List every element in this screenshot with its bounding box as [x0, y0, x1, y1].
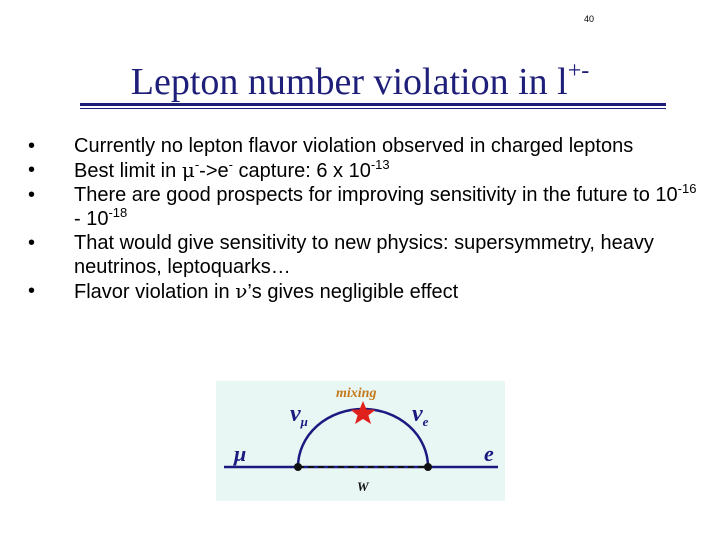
bullet-item — [28, 134, 708, 158]
exponent: -18 — [108, 205, 128, 220]
bullet-item — [28, 279, 708, 304]
feynman-diagram — [216, 381, 505, 501]
vertex-left — [294, 463, 302, 471]
exponent: -13 — [370, 157, 390, 172]
slide-title-superscript: +- — [567, 58, 590, 84]
mu-symbol: μ — [181, 158, 195, 182]
w-boson-label: W — [357, 479, 369, 494]
title-underline-thick — [80, 103, 666, 106]
bullet-item — [28, 158, 708, 183]
nu-symbol: ν — [235, 279, 248, 303]
bullet-item — [28, 231, 708, 279]
bullet-text: Best limit in — [74, 160, 182, 182]
mixing-star-icon — [351, 401, 376, 424]
title-underline-thin — [80, 108, 666, 109]
nu-mu-label: $\nu_\mu$ — [290, 401, 308, 429]
slide-title-text: Lepton number violation in l — [130, 61, 568, 103]
page-number: 40 — [584, 14, 595, 24]
nu-e-label: $\nu_e$ — [412, 401, 429, 429]
bullet-text: capture: 6 x 10 — [232, 160, 371, 182]
bullet-text: That would give sensitivity to new physics: supersymmetry, heavy neutrinos, leptoquarks… — [74, 232, 654, 278]
bullet-text: - 10 — [74, 208, 109, 230]
bullet-text: ’s gives negligible effect — [247, 281, 459, 303]
exponent: -16 — [677, 181, 697, 196]
slide-title — [0, 58, 720, 106]
bullet-text: Currently no lepton flavor violation observed in charged leptons — [74, 135, 634, 157]
bullet-item — [28, 183, 708, 231]
superscript: - — [228, 157, 233, 172]
feynman-diagram-svg — [216, 381, 505, 501]
bullet-list — [28, 134, 708, 304]
bullet-text: Flavor violation in — [74, 281, 236, 303]
muon-label: μ — [234, 441, 247, 466]
bullet-text: ->e — [199, 160, 229, 182]
bullet-text: There are good prospects for improving sensitivity in the future to 10 — [74, 184, 678, 206]
superscript: - — [194, 157, 200, 172]
electron-label: e — [484, 441, 494, 466]
vertex-right — [424, 463, 432, 471]
mixing-label: mixing — [336, 386, 377, 401]
